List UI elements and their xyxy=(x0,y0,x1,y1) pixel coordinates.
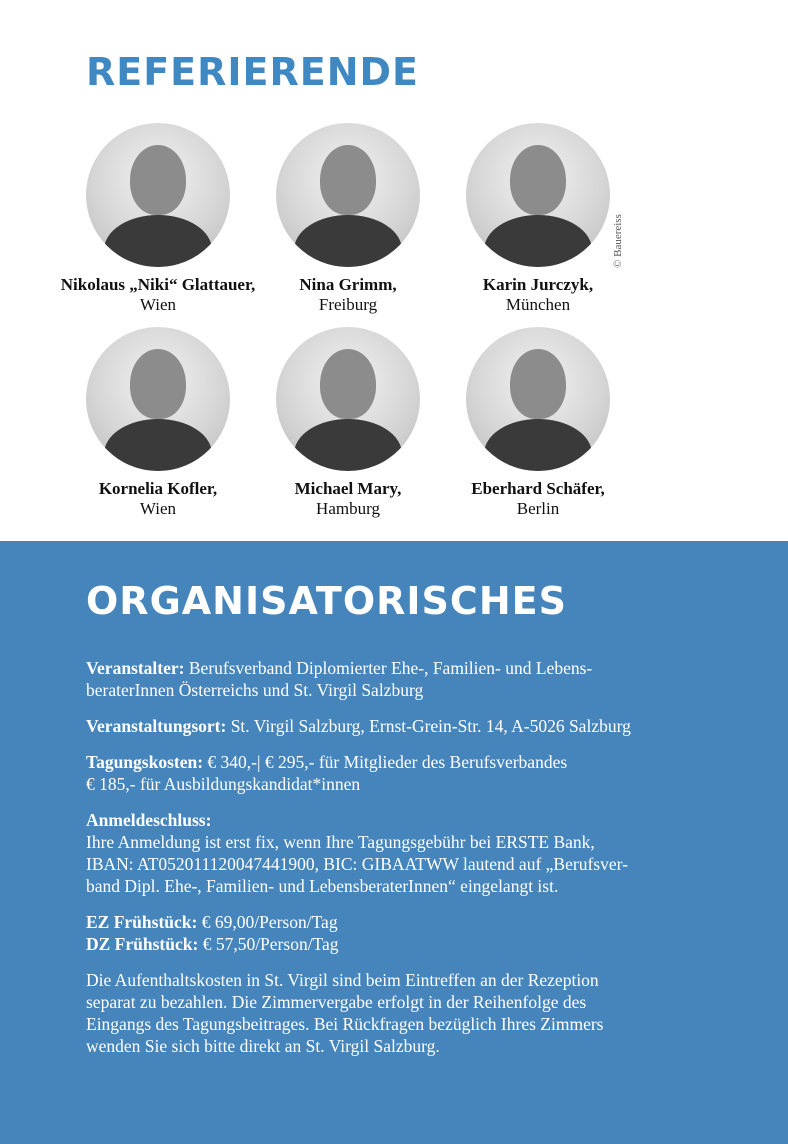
accommodation-text: Die Aufenthaltskosten in St. Virgil sind beim Eintreffen an der Rezeption xyxy=(86,970,599,990)
fee-text: € 185,- für Ausbildungskandidat*innen xyxy=(86,774,361,794)
fee-text: € 340,-| € 295,- für Mitglieder des Berufsverbandes xyxy=(203,752,568,772)
speaker-name: Nina Grimm, xyxy=(299,275,397,294)
accommodation-info xyxy=(86,969,704,1057)
breakfast-dz-label: DZ Frühstück: xyxy=(86,934,199,954)
breakfast-ez-label: EZ Frühstück: xyxy=(86,912,198,932)
speaker-city: Freiburg xyxy=(318,295,378,314)
speaker-photo xyxy=(466,327,610,471)
speaker-city: München xyxy=(505,295,571,314)
breakfast-dz-text: € 57,50/Person/Tag xyxy=(198,934,339,954)
speaker-card xyxy=(423,327,653,519)
breakfast-info xyxy=(86,911,704,955)
organizer-label: Veranstalter: xyxy=(86,658,185,678)
speaker-city: Berlin xyxy=(516,499,560,518)
speakers-heading: REFERIERENDE xyxy=(86,50,420,94)
speaker-name: Karin Jurczyk, xyxy=(482,275,594,294)
speaker-photo xyxy=(86,123,230,267)
organizer-info xyxy=(86,657,704,701)
accommodation-text: Eingangs des Tagungsbeitrages. Bei Rückfragen bezüglich Ihres Zimmers xyxy=(86,1014,604,1034)
organizer-text: beraterInnen Österreichs und St. Virgil Salzburg xyxy=(86,680,424,700)
organisation-heading: ORGANISATORISCHES xyxy=(86,579,567,623)
venue-text: St. Virgil Salzburg, Ernst-Grein-Str. 14, A-5026 Salzburg xyxy=(226,716,631,736)
venue-label: Veranstaltungsort: xyxy=(86,716,227,736)
speaker-city: Wien xyxy=(139,295,177,314)
photo-credit: © Bauereiss xyxy=(612,214,624,268)
breakfast-ez-text: € 69,00/Person/Tag xyxy=(197,912,338,932)
speakers-section xyxy=(0,0,788,541)
fee-info xyxy=(86,751,704,795)
organisation-section xyxy=(0,541,788,1144)
speaker-photo xyxy=(276,327,420,471)
deadline-info xyxy=(86,809,704,897)
fee-label: Tagungskosten: xyxy=(86,752,204,772)
speaker-name: Nikolaus „Niki“ Glattauer, xyxy=(60,275,256,294)
speaker-photo xyxy=(276,123,420,267)
speaker-name: Kornelia Kofler, xyxy=(98,479,218,498)
accommodation-text: wenden Sie sich bitte direkt an St. Virgil Salzburg. xyxy=(86,1036,440,1056)
deadline-label: Anmeldeschluss: xyxy=(86,810,212,830)
speaker-city: Hamburg xyxy=(316,499,380,518)
speaker-city: Wien xyxy=(139,499,177,518)
deadline-text: Ihre Anmeldung ist erst fix, wenn Ihre Tagungsgebühr bei ERSTE Bank, xyxy=(86,832,595,852)
deadline-text: band Dipl. Ehe-, Familien- und LebensberaterInnen“ eingelangt ist. xyxy=(86,876,559,896)
accommodation-text: separat zu bezahlen. Die Zimmervergabe erfolgt in der Reihenfolge des xyxy=(86,992,587,1012)
speaker-name: Michael Mary, xyxy=(294,479,402,498)
speaker-photo xyxy=(466,123,610,267)
speaker-name: Eberhard Schäfer, xyxy=(471,479,605,498)
speaker-photo xyxy=(86,327,230,471)
deadline-text: IBAN: AT052011120047441900, BIC: GIBAATWW lautend auf „Berufsver- xyxy=(86,854,628,874)
venue-info xyxy=(86,715,704,737)
organisation-content xyxy=(86,657,704,1071)
organizer-text: Berufsverband Diplomierter Ehe-, Familien- und Lebens- xyxy=(184,658,593,678)
